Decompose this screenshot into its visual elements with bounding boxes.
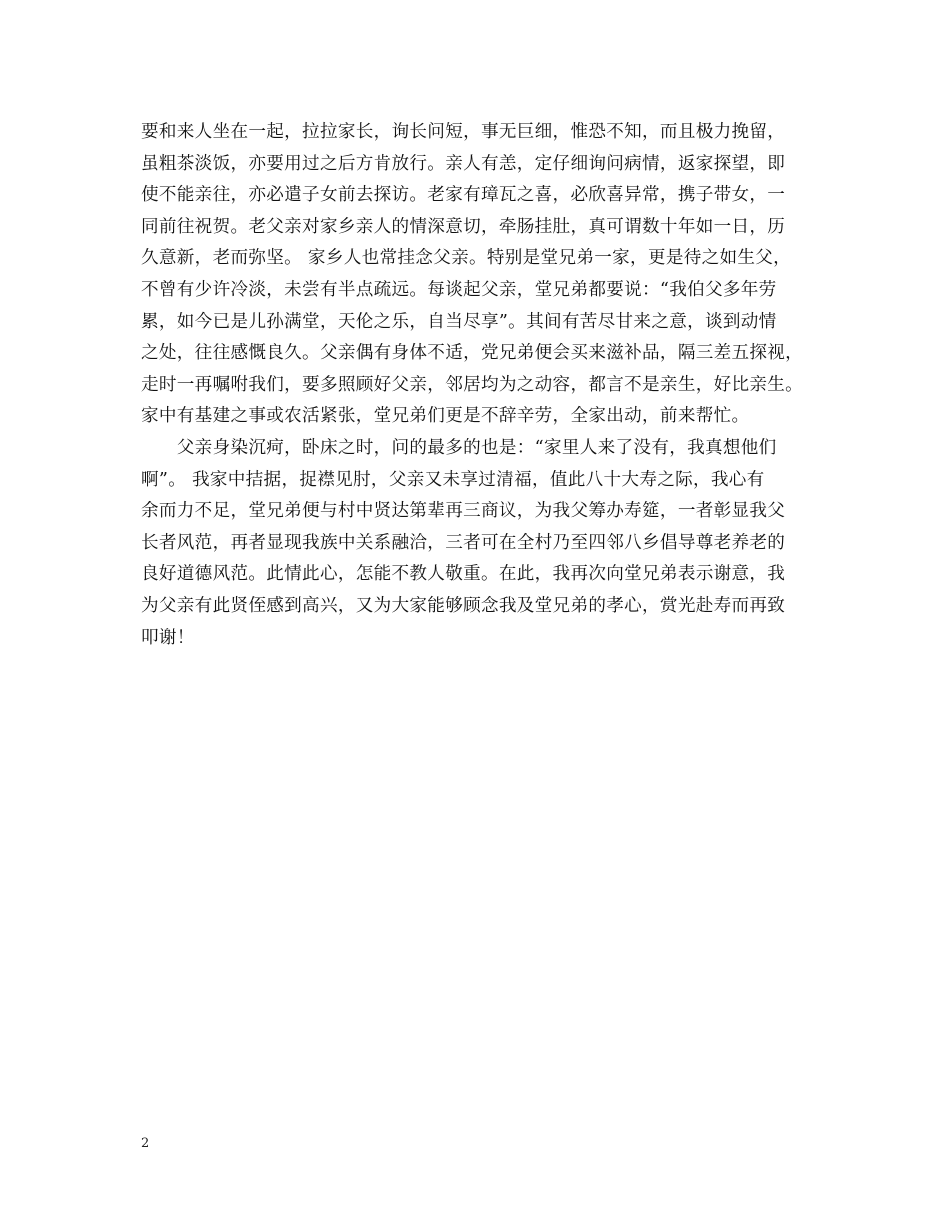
text-line-11: 父亲身染沉疴，卧床之时，问的最多的也是：“家里人来了没有，我真想他们 [141, 437, 777, 458]
text-line-14: 长者风范，再者显现我族中关系融洽，三者可在全村乃至四邻八乡倡导尊老养老的 [141, 532, 786, 553]
text-line-15: 良好道德风范。此情此心，怎能不教人敬重。在此，我再次向堂兄弟表示谢意，我 [141, 564, 786, 585]
text-line-16: 为父亲有此贤侄感到高兴，又为大家能够顾念我及堂兄弟的孝心，赏光赴寿而再致 [141, 595, 786, 616]
page-number: 2 [141, 1136, 150, 1151]
text-line-13: 余而力不足，堂兄弟便与村中贤达第辈再三商议，为我父筹办寿筵，一者彰显我父 [141, 501, 786, 522]
body-text [141, 117, 831, 654]
text-line-7: 累，如今已是儿孙满堂，天伦之乐，自当尽享”。其间有苦尽甘来之意，谈到动情 [141, 311, 777, 332]
text-line-12: 啊”。 我家中拮据，捉襟见肘，父亲又未享过清福，值此八十大寿之际，我心有 [141, 469, 765, 490]
text-line-10: 家中有基建之事或农活紧张，堂兄弟们更是不辞辛劳，全家出动，前来帮忙。 [141, 406, 750, 427]
text-line-3: 使不能亲往，亦必遣子女前去探访。老家有璋瓦之喜，必欣喜异常，携子带女，一 [141, 185, 786, 206]
text-line-1: 要和来人坐在一起，拉拉家长，询长问短，事无巨细，惟恐不知，而且极力挽留， [141, 122, 786, 142]
text-line-5: 久意新，老而弥坚。 家乡人也常挂念父亲。特别是堂兄弟一家，更是待之如生父， [141, 248, 792, 269]
text-line-8: 之处，往往感慨良久。父亲偶有身体不适，党兄弟便会买来滋补品，隔三差五探视， [141, 343, 804, 364]
text-line-17: 叩谢！ [141, 627, 195, 648]
text-line-6: 不曾有少许冷淡，未尝有半点疏远。每谈起父亲，堂兄弟都要说：“我伯父多年劳 [141, 279, 777, 300]
text-line-2: 虽粗茶淡饭，亦要用过之后方肯放行。亲人有恙，定仔细询问病情，返家探望，即 [141, 153, 786, 174]
text-line-4: 同前往祝贺。老父亲对家乡亲人的情深意切，牵肠挂肚，真可谓数十年如一日，历 [141, 216, 786, 237]
text-line-9: 走时一再嘱咐我们，要多照顾好父亲，邻居均为之动容，都言不是亲生，好比亲生。 [141, 374, 804, 395]
